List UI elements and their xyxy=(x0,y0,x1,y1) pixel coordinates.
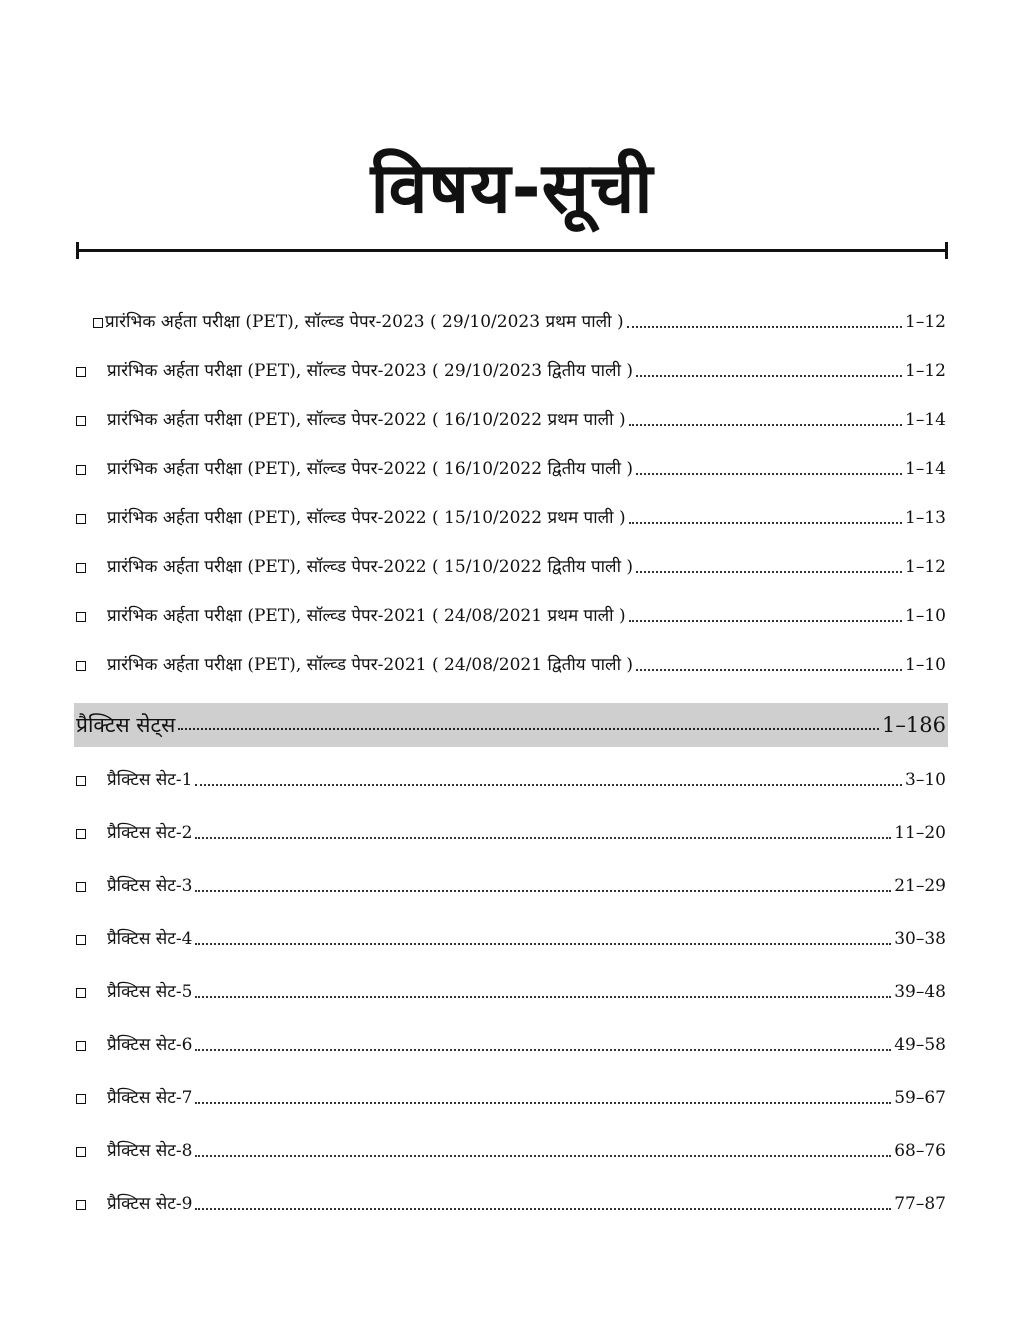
dot-leader xyxy=(195,1207,891,1210)
entry-label: प्रैक्टिस सेट-6 xyxy=(107,1035,193,1055)
list-item xyxy=(76,548,946,578)
entry-label: प्रैक्टिस सेट-3 xyxy=(107,876,193,896)
checkbox-bullet-icon xyxy=(76,563,86,573)
checkbox-bullet-icon xyxy=(76,935,86,945)
checkbox-bullet-icon xyxy=(76,661,86,671)
entry-label: प्रैक्टिस सेट-2 xyxy=(107,823,193,843)
dot-leader xyxy=(627,325,902,328)
dot-leader xyxy=(195,995,891,998)
checkbox-bullet-icon xyxy=(76,1200,86,1210)
entry-label: प्रैक्टिस सेट-4 xyxy=(107,929,193,949)
checkbox-bullet-icon xyxy=(76,988,86,998)
dot-leader xyxy=(629,619,902,622)
entry-label: प्रैक्टिस सेट-9 xyxy=(107,1194,193,1214)
entry-label: प्रारंभिक अर्हता परीक्षा (PET), सॉल्व्ड पेपर-2022 ( 15/10/2022 द्वितीय पाली ) xyxy=(107,557,634,577)
dot-leader xyxy=(636,570,902,573)
checkbox-bullet-icon xyxy=(76,776,86,786)
entry-pages: 1–14 xyxy=(905,459,946,479)
list-item xyxy=(76,920,946,950)
list-item xyxy=(76,1026,946,1056)
dot-leader xyxy=(195,783,902,786)
checkbox-bullet-icon xyxy=(76,612,86,622)
entry-label: प्रारंभिक अर्हता परीक्षा (PET), सॉल्व्ड पेपर-2021 ( 24/08/2021 द्वितीय पाली ) xyxy=(107,655,634,675)
entry-pages: 3–10 xyxy=(905,770,946,790)
list-item xyxy=(76,1132,946,1162)
checkbox-bullet-icon xyxy=(76,1041,86,1051)
entry-label: प्रारंभिक अर्हता परीक्षा (PET), सॉल्व्ड पेपर-2023 ( 29/10/2023 प्रथम पाली ) xyxy=(105,312,624,332)
dot-leader xyxy=(195,1154,891,1157)
entry-label: प्रैक्टिस सेट-1 xyxy=(107,770,193,790)
checkbox-bullet-icon xyxy=(76,829,86,839)
entry-pages: 77–87 xyxy=(894,1194,946,1214)
entry-pages: 68–76 xyxy=(894,1141,946,1161)
page-title: विषय-सूची xyxy=(370,147,654,229)
entry-pages: 1–12 xyxy=(905,361,946,381)
entry-pages: 1–13 xyxy=(905,508,946,528)
section-header-practice-sets xyxy=(74,703,948,747)
checkbox-bullet-icon xyxy=(76,465,86,475)
dot-leader xyxy=(178,727,879,730)
list-item xyxy=(76,814,946,844)
entry-pages: 1–12 xyxy=(905,557,946,577)
entry-label: प्रारंभिक अर्हता परीक्षा (PET), सॉल्व्ड पेपर-2022 ( 15/10/2022 प्रथम पाली ) xyxy=(107,508,626,528)
dot-leader xyxy=(195,1048,891,1051)
dot-leader xyxy=(629,423,902,426)
checkbox-bullet-icon xyxy=(76,416,86,426)
section-label: प्रैक्टिस सेट्स xyxy=(76,713,176,737)
entry-pages: 11–20 xyxy=(894,823,946,843)
entry-label: प्रैक्टिस सेट-5 xyxy=(107,982,193,1002)
list-item xyxy=(76,401,946,431)
list-item xyxy=(76,867,946,897)
list-item xyxy=(76,646,946,676)
entry-label: प्रारंभिक अर्हता परीक्षा (PET), सॉल्व्ड पेपर-2022 ( 16/10/2022 द्वितीय पाली ) xyxy=(107,459,634,479)
list-item xyxy=(76,499,946,529)
dot-leader xyxy=(195,942,891,945)
entry-pages: 49–58 xyxy=(894,1035,946,1055)
checkbox-bullet-icon xyxy=(93,318,103,328)
entry-pages: 1–14 xyxy=(905,410,946,430)
list-item xyxy=(76,973,946,1003)
dot-leader xyxy=(636,472,902,475)
entry-label: प्रारंभिक अर्हता परीक्षा (PET), सॉल्व्ड पेपर-2021 ( 24/08/2021 प्रथम पाली ) xyxy=(107,606,626,626)
entry-pages: 59–67 xyxy=(894,1088,946,1108)
list-item xyxy=(76,352,946,382)
entry-label: प्रारंभिक अर्हता परीक्षा (PET), सॉल्व्ड पेपर-2023 ( 29/10/2023 द्वितीय पाली ) xyxy=(107,361,634,381)
entry-label: प्रैक्टिस सेट-7 xyxy=(107,1088,193,1108)
section-pages: 1–186 xyxy=(882,713,946,737)
entry-pages: 21–29 xyxy=(894,876,946,896)
dot-leader xyxy=(636,374,902,377)
checkbox-bullet-icon xyxy=(76,514,86,524)
dot-leader xyxy=(195,1101,891,1104)
dot-leader xyxy=(629,521,902,524)
entry-pages: 1–10 xyxy=(905,606,946,626)
dot-leader xyxy=(195,836,891,839)
entry-pages: 30–38 xyxy=(894,929,946,949)
dot-leader xyxy=(195,889,891,892)
title-divider xyxy=(76,249,948,252)
dot-leader xyxy=(636,668,902,671)
entry-pages: 39–48 xyxy=(894,982,946,1002)
checkbox-bullet-icon xyxy=(76,1094,86,1104)
list-item xyxy=(76,597,946,627)
list-item xyxy=(76,1079,946,1109)
entry-pages: 1–10 xyxy=(905,655,946,675)
list-item xyxy=(76,1185,946,1215)
entry-label: प्रैक्टिस सेट-8 xyxy=(107,1141,193,1161)
list-item xyxy=(76,761,946,791)
checkbox-bullet-icon xyxy=(76,882,86,892)
entry-pages: 1–12 xyxy=(905,312,946,332)
checkbox-bullet-icon xyxy=(76,367,86,377)
entry-label: प्रारंभिक अर्हता परीक्षा (PET), सॉल्व्ड पेपर-2022 ( 16/10/2022 प्रथम पाली ) xyxy=(107,410,626,430)
list-item xyxy=(76,450,946,480)
checkbox-bullet-icon xyxy=(76,1147,86,1157)
list-item xyxy=(93,303,946,333)
